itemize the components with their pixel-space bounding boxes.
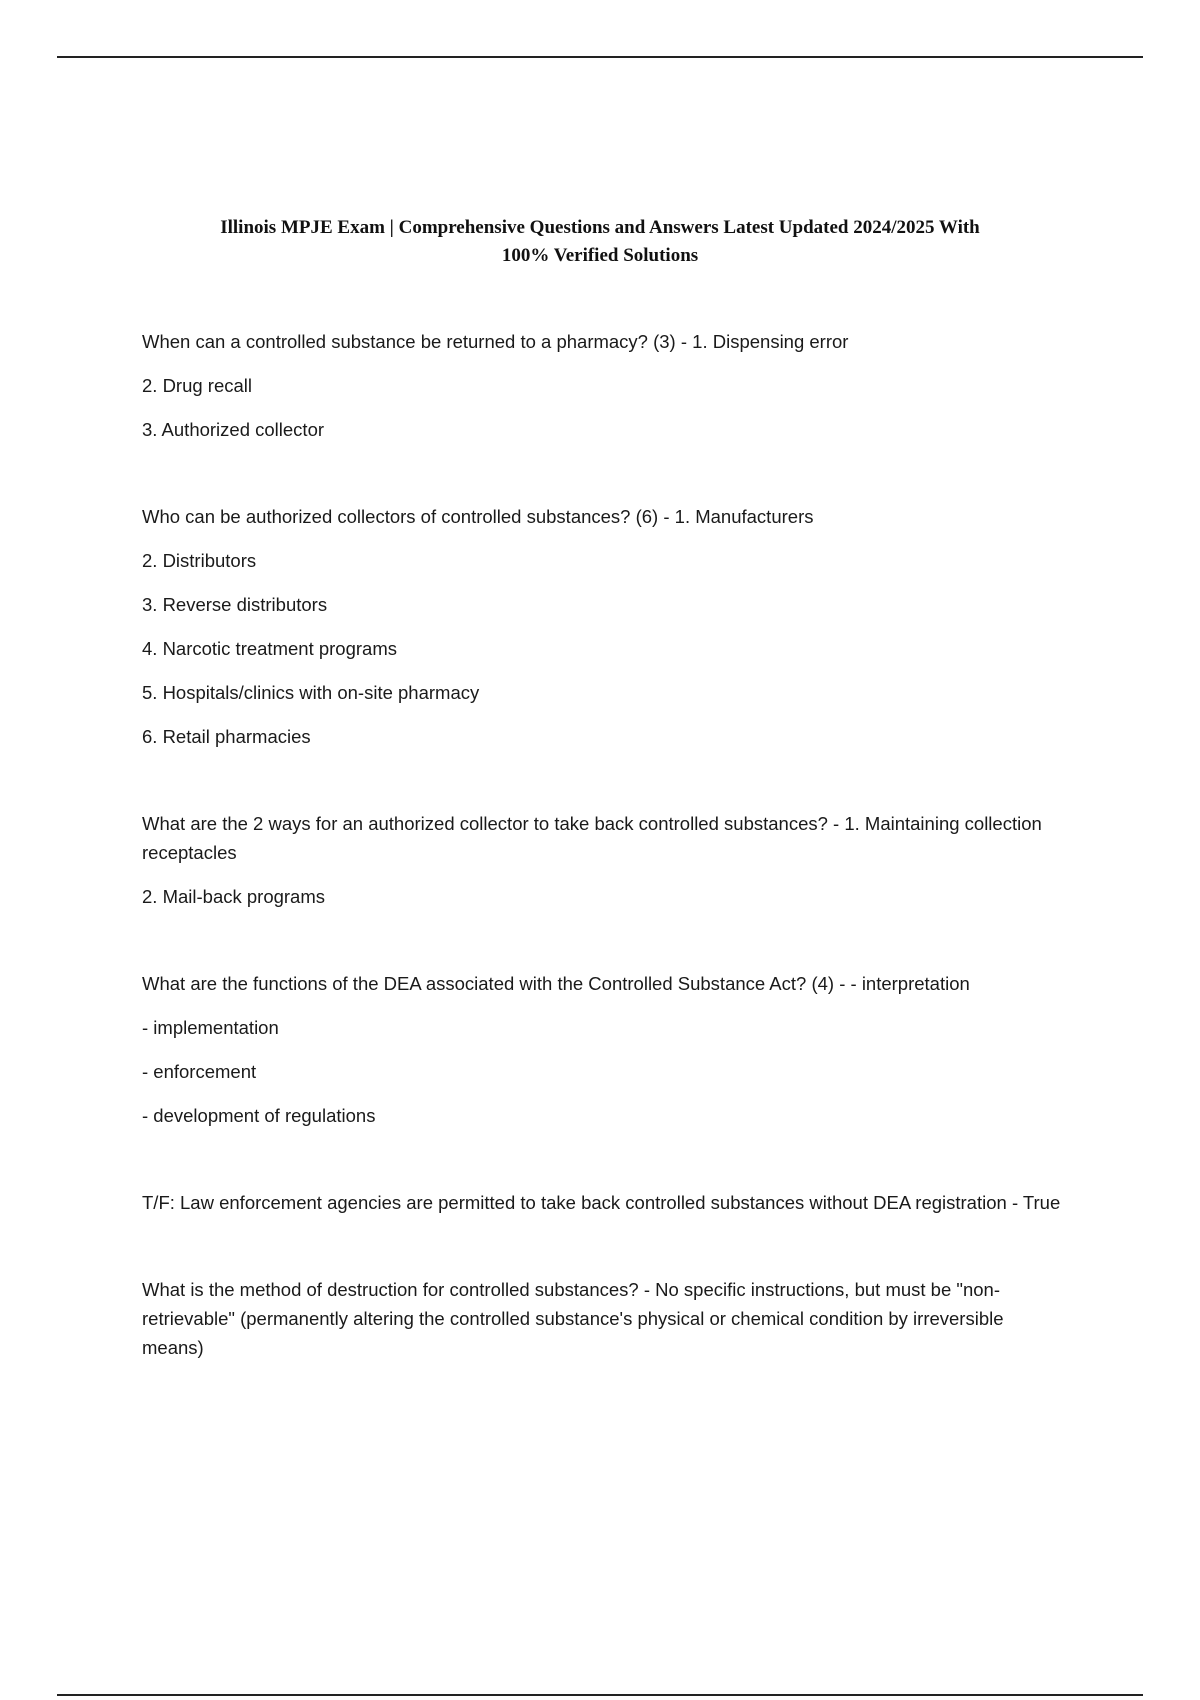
answer-line: 3. Authorized collector	[142, 419, 325, 440]
answer-line: 2. Mail-back programs	[142, 886, 326, 907]
document-title-line-1: Illinois MPJE Exam | Comprehensive Questions and Answers Latest Updated 2024/2025 With	[220, 217, 980, 238]
qa-block-destruction-method	[142, 1275, 1062, 1362]
answer-line: 4. Narcotic treatment programs	[142, 638, 397, 659]
qa-block-returns	[142, 327, 1062, 444]
qa-block-take-back-ways	[142, 809, 1062, 911]
answer-line: - development of regulations	[142, 1105, 376, 1126]
question-line: Who can be authorized collectors of controlled substances? (6) - 1. Manufacturers	[142, 506, 814, 527]
document-title-line-2: 100% Verified Solutions	[501, 245, 699, 266]
top-divider	[57, 56, 1143, 58]
qa-block-dea-functions	[142, 969, 1062, 1130]
answer-line: - implementation	[142, 1017, 279, 1038]
question-line: When can a controlled substance be returned to a pharmacy? (3) - 1. Dispensing error	[142, 331, 849, 352]
answer-line: 5. Hospitals/clinics with on-site pharmacy	[142, 682, 480, 703]
answer-line: 2. Drug recall	[142, 375, 253, 396]
question-line: What are the 2 ways for an authorized collector to take back controlled substances? - 1. Maintaining collection receptacles	[142, 813, 1042, 863]
answer-line: 2. Distributors	[142, 550, 257, 571]
answer-line: 3. Reverse distributors	[142, 594, 328, 615]
question-line: What are the functions of the DEA associated with the Controlled Substance Act? (4) - - interpretation	[142, 973, 970, 994]
question-line: What is the method of destruction for controlled substances? - No specific instructions, but must be "non-retrievable" (permanently altering the controlled substance's physical or chemical condition by irreversible means)	[142, 1279, 1004, 1358]
qa-block-authorized-collectors	[142, 502, 1062, 751]
answer-line: 6. Retail pharmacies	[142, 726, 311, 747]
question-line: T/F: Law enforcement agencies are permitted to take back controlled substances without DEA registration - True	[142, 1192, 1061, 1213]
answer-line: - enforcement	[142, 1061, 257, 1082]
document-title	[140, 214, 1060, 270]
bottom-divider	[57, 1694, 1143, 1696]
qa-block-law-enforcement	[142, 1188, 1062, 1217]
qa-content	[142, 327, 1062, 1420]
